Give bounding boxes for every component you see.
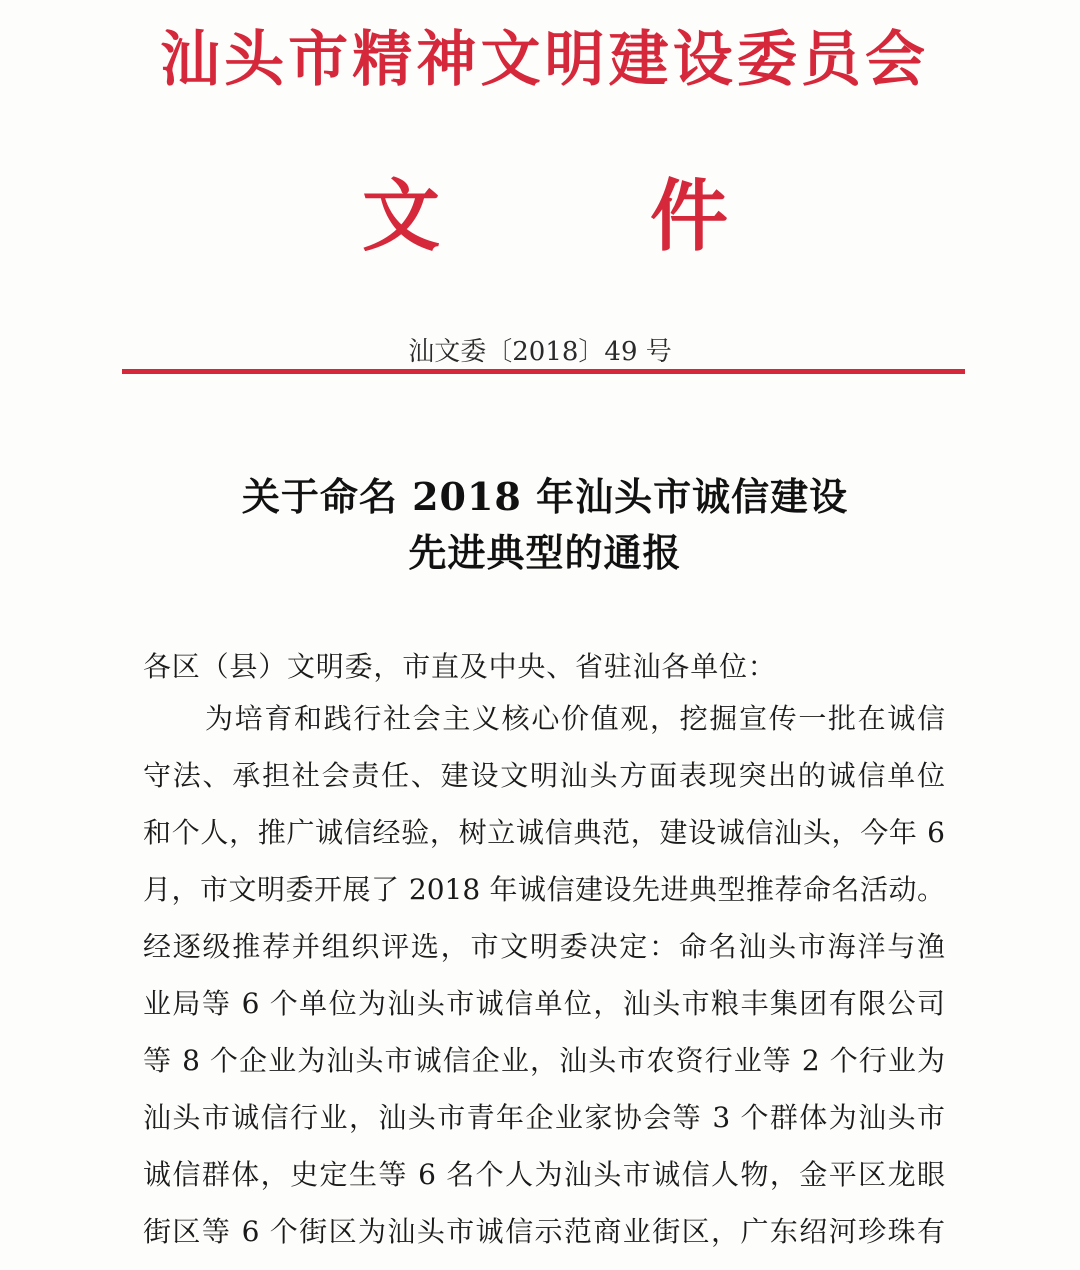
salutation: 各区（县）文明委，市直及中央、省驻汕各单位： <box>143 650 777 683</box>
title-line-1: 关于命名 2018 年汕头市诚信建设 <box>241 474 849 519</box>
body-paragraph <box>143 690 945 1260</box>
document-number: 汕文委〔2018〕49 号 <box>408 337 672 367</box>
paragraph-line: 为培育和践行社会主义核心价值观，挖掘宣传一批在诚信 <box>205 702 945 735</box>
paragraph-line: 月，市文明委开展了 2018 年诚信建设先进典型推荐命名活动。 <box>143 873 945 906</box>
paragraph-line: 经逐级推荐并组织评选，市文明委决定：命名汕头市海洋与渔 <box>143 930 945 963</box>
paragraph-line: 诚信群体，史定生等 6 名个人为汕头市诚信人物，金平区龙眼 <box>143 1158 945 1191</box>
document-type: 文件 <box>362 172 728 262</box>
document-title <box>10 469 1080 581</box>
title-line-2: 先进典型的通报 <box>408 530 682 575</box>
paragraph-line: 汕头市诚信行业，汕头市青年企业家协会等 3 个群体为汕头市 <box>143 1101 945 1134</box>
paragraph-line: 街区等 6 个街区为汕头市诚信示范商业街区，广东绍河珍珠有 <box>143 1215 945 1248</box>
issuing-authority: 汕头市精神文明建设委员会 <box>160 25 925 95</box>
paragraph-line: 守法、承担社会责任、建设文明汕头方面表现突出的诚信单位 <box>143 759 945 792</box>
red-separator-line <box>122 369 965 374</box>
paragraph-line: 和个人，推广诚信经验，树立诚信典范，建设诚信汕头，今年 6 <box>143 816 945 849</box>
paragraph-line: 等 8 个企业为汕头市诚信企业，汕头市农资行业等 2 个行业为 <box>143 1044 945 1077</box>
paragraph-line: 业局等 6 个单位为汕头市诚信单位，汕头市粮丰集团有限公司 <box>143 987 945 1020</box>
